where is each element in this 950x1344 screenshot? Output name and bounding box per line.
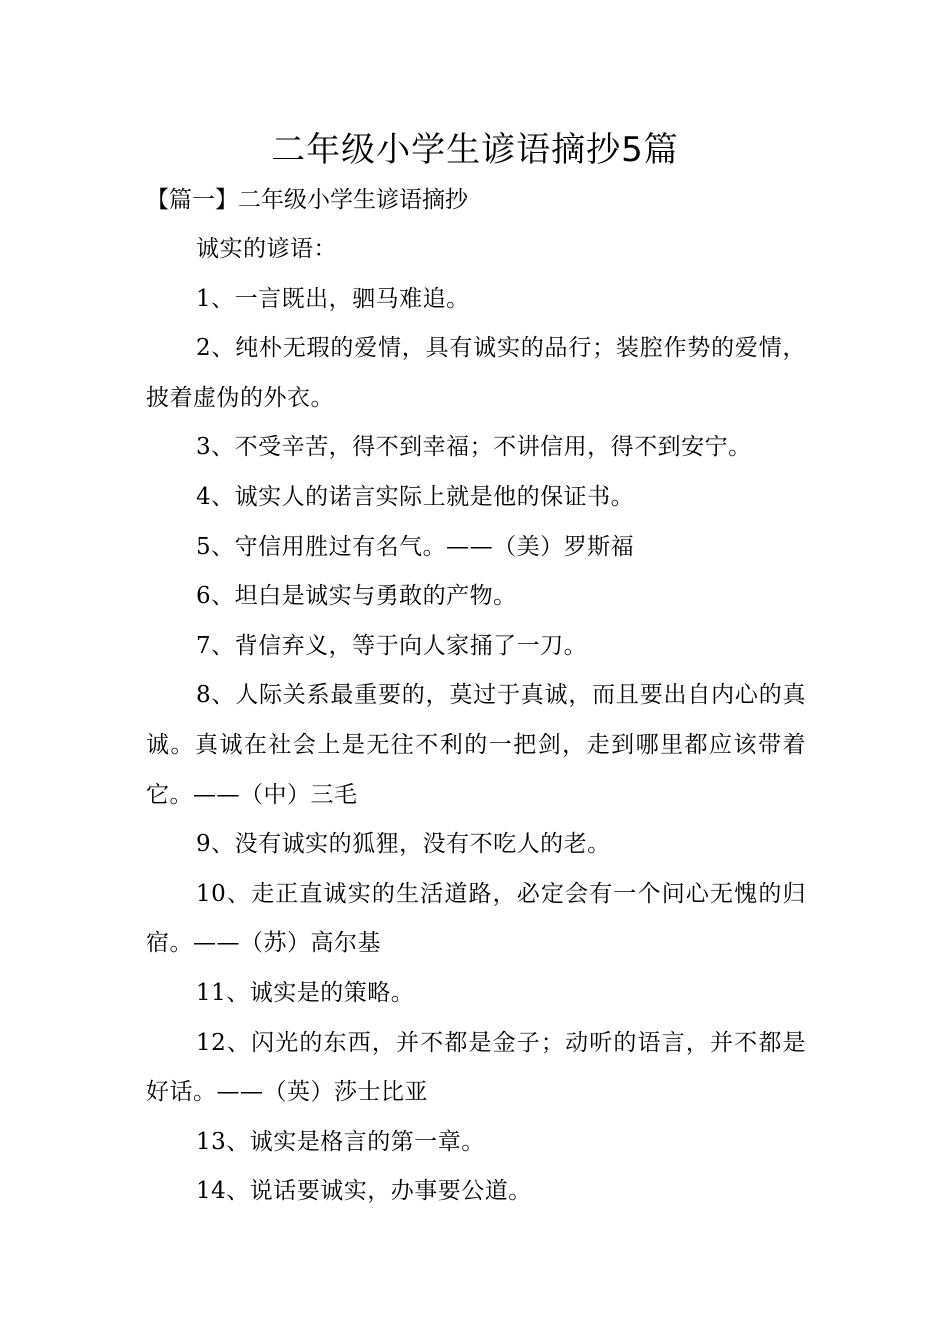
proverb-item: 13、诚实是格言的第一章。 bbox=[196, 1128, 485, 1155]
document-body bbox=[146, 225, 806, 1217]
proverb-item: 10、走正直诚实的生活道路，必定会有一个问心无愧的归宿。——（苏）高尔基 bbox=[146, 880, 806, 957]
proverb-item: 1、一言既出，驷马难追。 bbox=[196, 285, 470, 312]
proverb-item: 2、纯朴无瑕的爱情，具有诚实的品行；装腔作势的爱情，披着虚伪的外衣。 bbox=[146, 335, 806, 411]
proverb-item: 9、没有诚实的狐狸，没有不吃人的老。 bbox=[196, 831, 611, 858]
proverb-item: 6、坦白是诚实与勇敢的产物。 bbox=[196, 583, 517, 610]
proverb-item: 5、守信用胜过有名气。——（美）罗斯福 bbox=[196, 533, 635, 560]
proverb-item: 12、闪光的东西，并不都是金子；动听的语言，并不都是好话。——（英）莎士比亚 bbox=[146, 1029, 806, 1106]
proverb-item: 7、背信弃义，等于向人家捅了一刀。 bbox=[196, 632, 588, 659]
section-heading: 【篇一】二年级小学生谚语摘抄 bbox=[146, 187, 468, 213]
proverb-item: 14、说话要诚实，办事要公道。 bbox=[196, 1178, 532, 1205]
document-title: 二年级小学生谚语摘抄5篇 bbox=[271, 130, 679, 170]
proverb-item: 3、不受辛苦，得不到幸福；不讲信用，得不到安宁。 bbox=[196, 434, 752, 461]
proverb-item: 4、诚实人的诺言实际上就是他的保证书。 bbox=[196, 483, 635, 510]
proverb-item: 8、人际关系最重要的，莫过于真诚，而且要出自内心的真诚。真诚在社会上是无往不利的一把剑，走到哪里都应该带着它。——（中）三毛 bbox=[146, 682, 806, 808]
paragraph-intro: 诚实的谚语： bbox=[196, 236, 337, 262]
proverb-item: 11、诚实是的策略。 bbox=[196, 979, 415, 1006]
